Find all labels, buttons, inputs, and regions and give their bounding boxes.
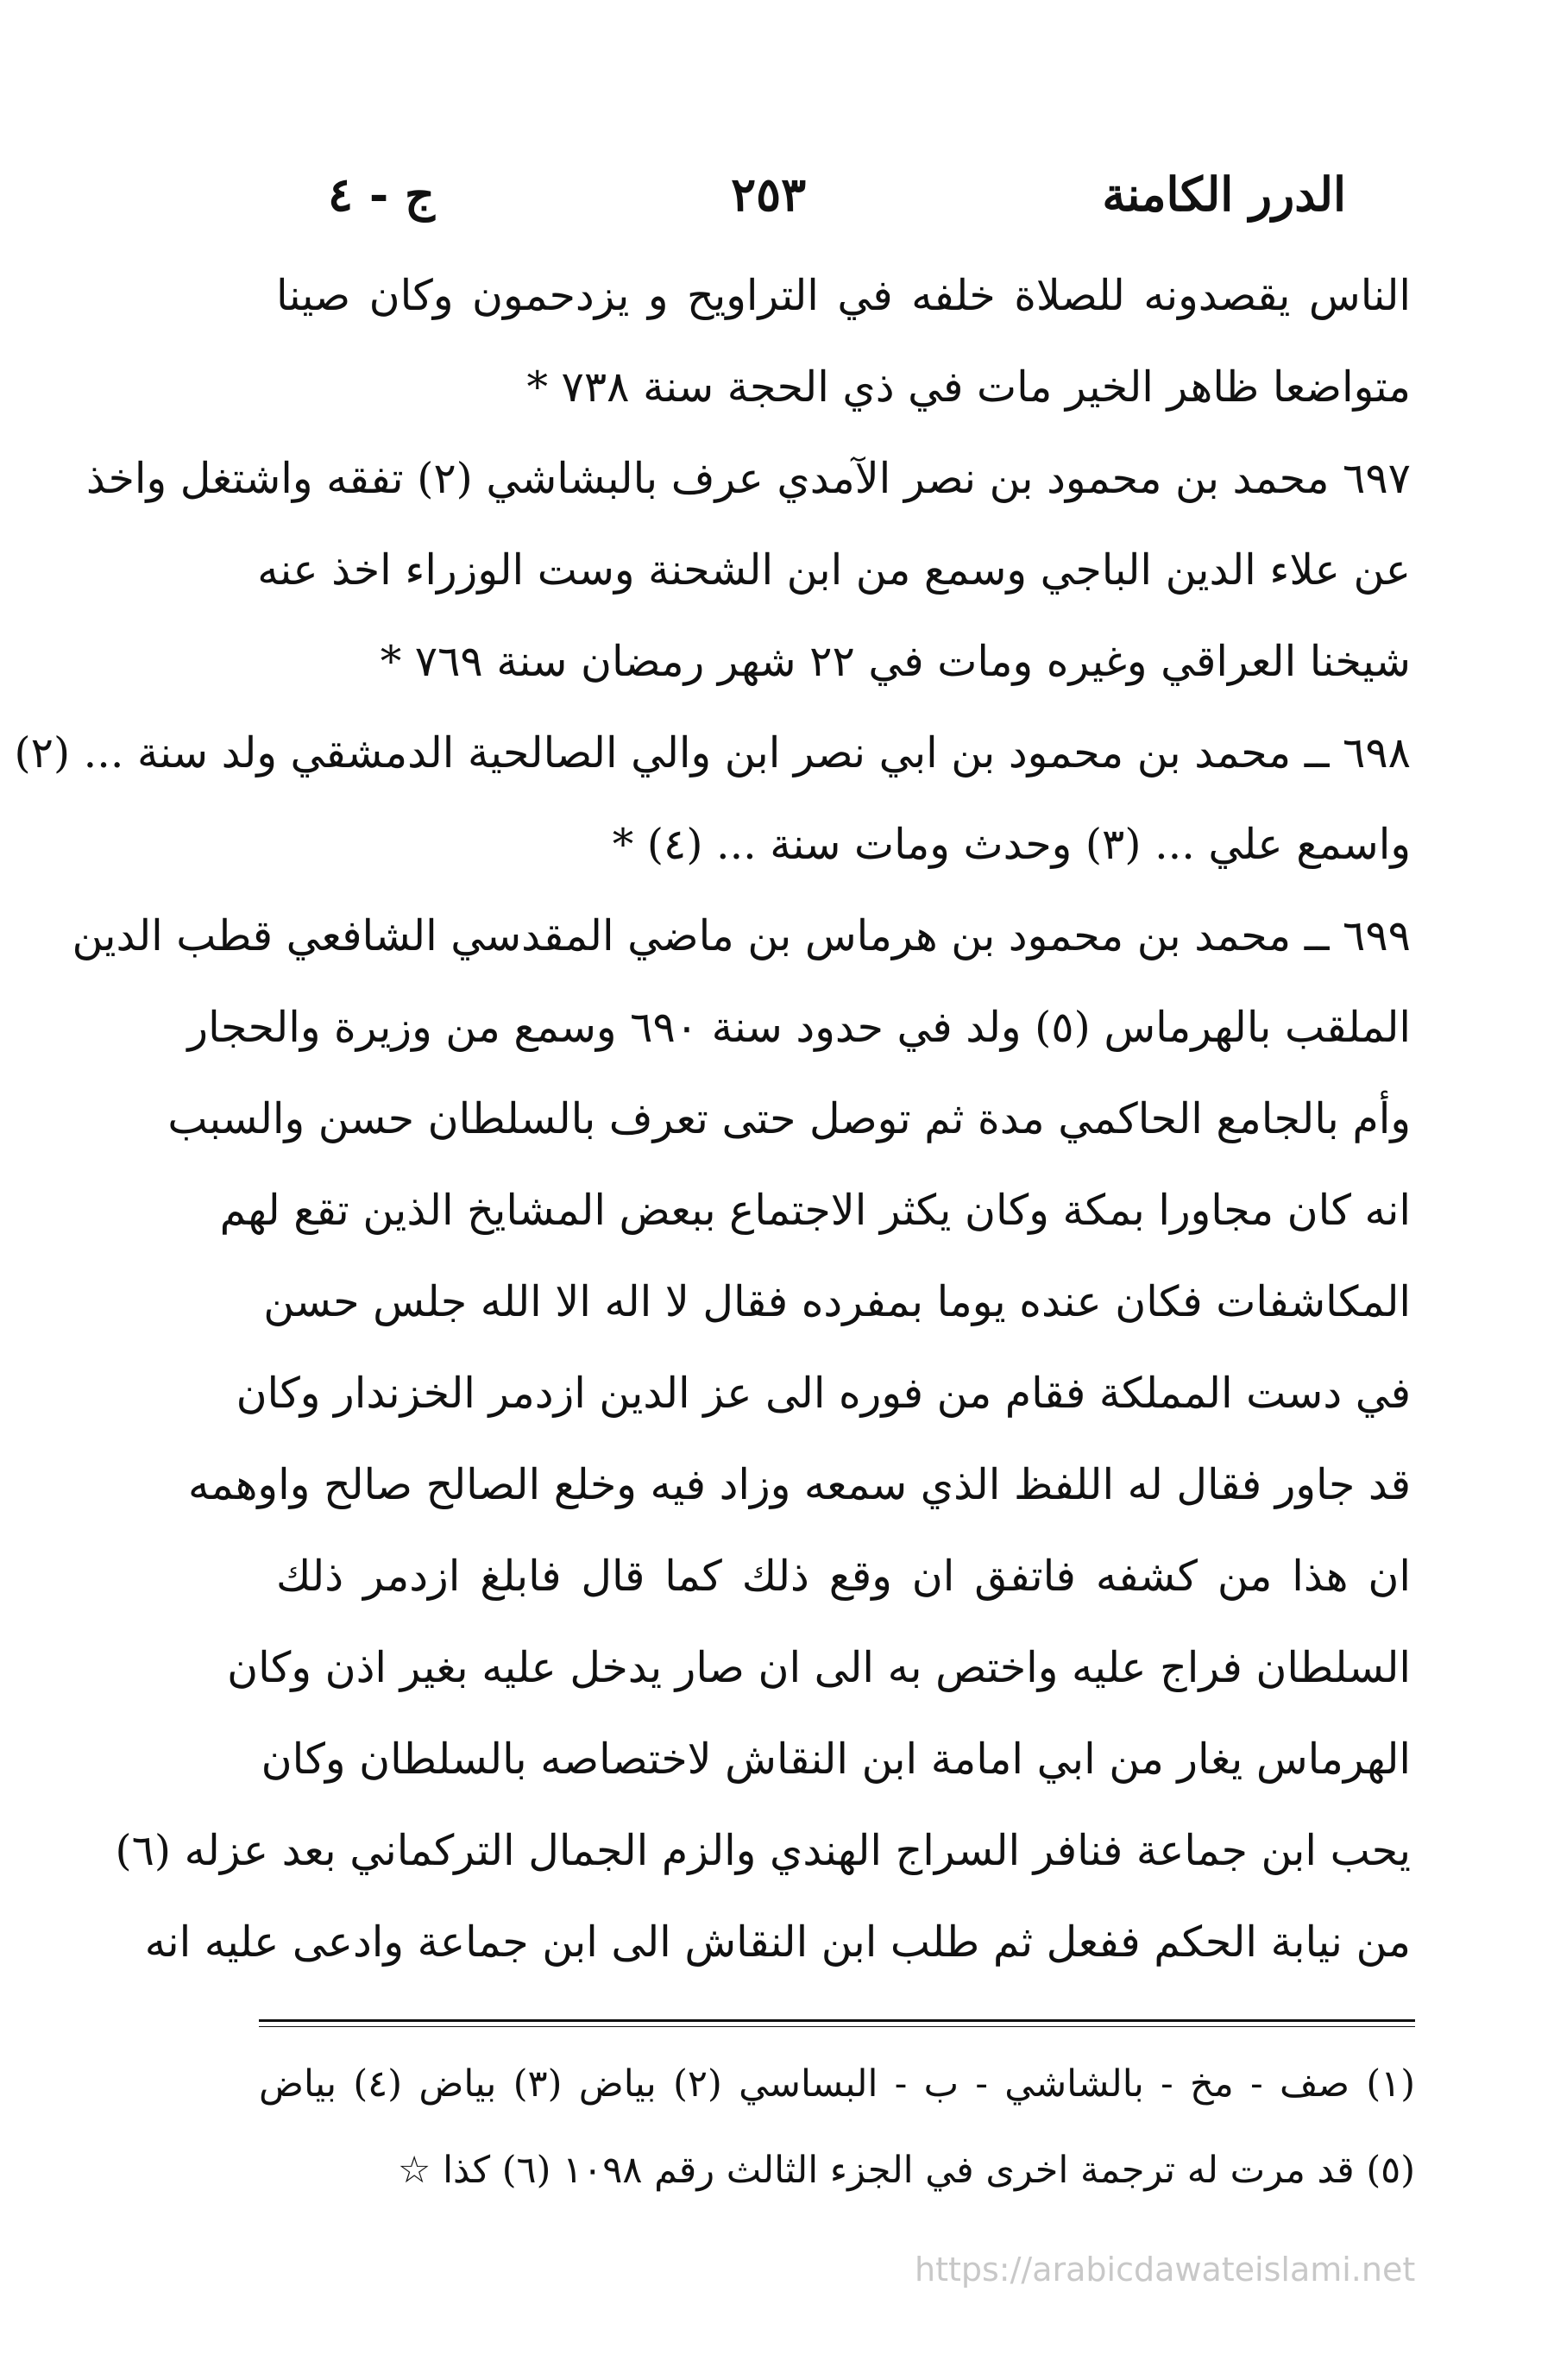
text-line: عن علاء الدين الباجي وسمع من ابن الشحنة وست الوزراء اخذ عنه: [257, 545, 1411, 595]
book-title: الدرر الكامنة: [1102, 167, 1346, 222]
text-line: شيخنا العراقي وغيره ومات في ٢٢ شهر رمضان سنة ٧٦٩ *: [380, 637, 1411, 686]
main-text: [14, 250, 1411, 1988]
text-line: قد جاور فقال له اللفظ الذي سمعه وزاد فيه وخلع الصالح صالح واوهمه: [187, 1460, 1411, 1509]
text-line: واسمع علي ... (٣) وحدث ومات سنة ... (٤) *: [612, 820, 1411, 869]
running-header: [328, 155, 1346, 233]
text-line: الناس يقصدونه للصلاة خلفه في التراويح و يزدحمون وكان صينا: [276, 271, 1411, 320]
text-line: وأم بالجامع الحاكمي مدة ثم توصل حتى تعرف بالسلطان حسن والسبب: [167, 1094, 1411, 1143]
text-line: الهرماس يغار من ابي امامة ابن النقاش لاختصاصه بالسلطان وكان: [261, 1735, 1411, 1784]
text-line: من نيابة الحكم ففعل ثم طلب ابن النقاش الى ابن جماعة وادعى عليه انه: [144, 1917, 1411, 1967]
volume-label: ج - ٤: [328, 167, 435, 222]
footnotes: [259, 2041, 1415, 2213]
text-line: السلطان فراج عليه واختص به الى ان صار يدخل عليه بغير اذن وكان: [227, 1643, 1411, 1692]
entry-699-line: ٦٩٩ ــ محمد بن محمود بن هرماس بن ماضي المقدسي الشافعي قطب الدين: [72, 911, 1411, 960]
text-line: متواضعا ظاهر الخير مات في ذي الحجة سنة ٧٣٨ *: [526, 362, 1411, 412]
text-line: انه كان مجاورا بمكة وكان يكثر الاجتماع ببعض المشايخ الذين تقع لهم: [219, 1186, 1411, 1235]
footnote-line: (١) صف - مخ - بالشاشي - ب - البساسي (٢) بياض (٣) بياض (٤) بياض: [259, 2062, 1415, 2106]
text-line: الملقب بالهرماس (٥) ولد في حدود سنة ٦٩٠ وسمع من وزيرة والحجار: [187, 1003, 1411, 1052]
entry-697-line: ٦٩٧ محمد بن محمود بن نصر الآمدي عرف بالبشاشي (٢) تفقه واشتغل واخذ: [85, 454, 1411, 503]
footnote-divider: [259, 2019, 1415, 2028]
page-number: ٢٥٣: [731, 167, 807, 222]
text-line: ان هذا من كشفه فاتفق ان وقع ذلك كما قال فابلغ ازدمر ذلك: [276, 1552, 1411, 1601]
text-line: المكاشفات فكان عنده يوما بمفرده فقال لا اله الا الله جلس حسن: [263, 1277, 1411, 1326]
watermark: https://arabicdawateislami.net: [915, 2251, 1416, 2289]
text-line: في دست المملكة فقام من فوره الى عز الدين ازدمر الخزندار وكان: [236, 1369, 1411, 1418]
text-line: يحب ابن جماعة فنافر السراج الهندي والزم الجمال التركماني بعد عزله (٦): [115, 1826, 1411, 1875]
entry-698-line: ٦٩٨ ــ محمد بن محمود بن ابي نصر ابن والي الصالحية الدمشقي ولد سنة ... (٢): [14, 728, 1411, 778]
footnote-line: (٥) قد مرت له ترجمة اخرى في الجزء الثالث رقم ١٠٩٨ (٦) كذا ☆: [397, 2149, 1415, 2192]
